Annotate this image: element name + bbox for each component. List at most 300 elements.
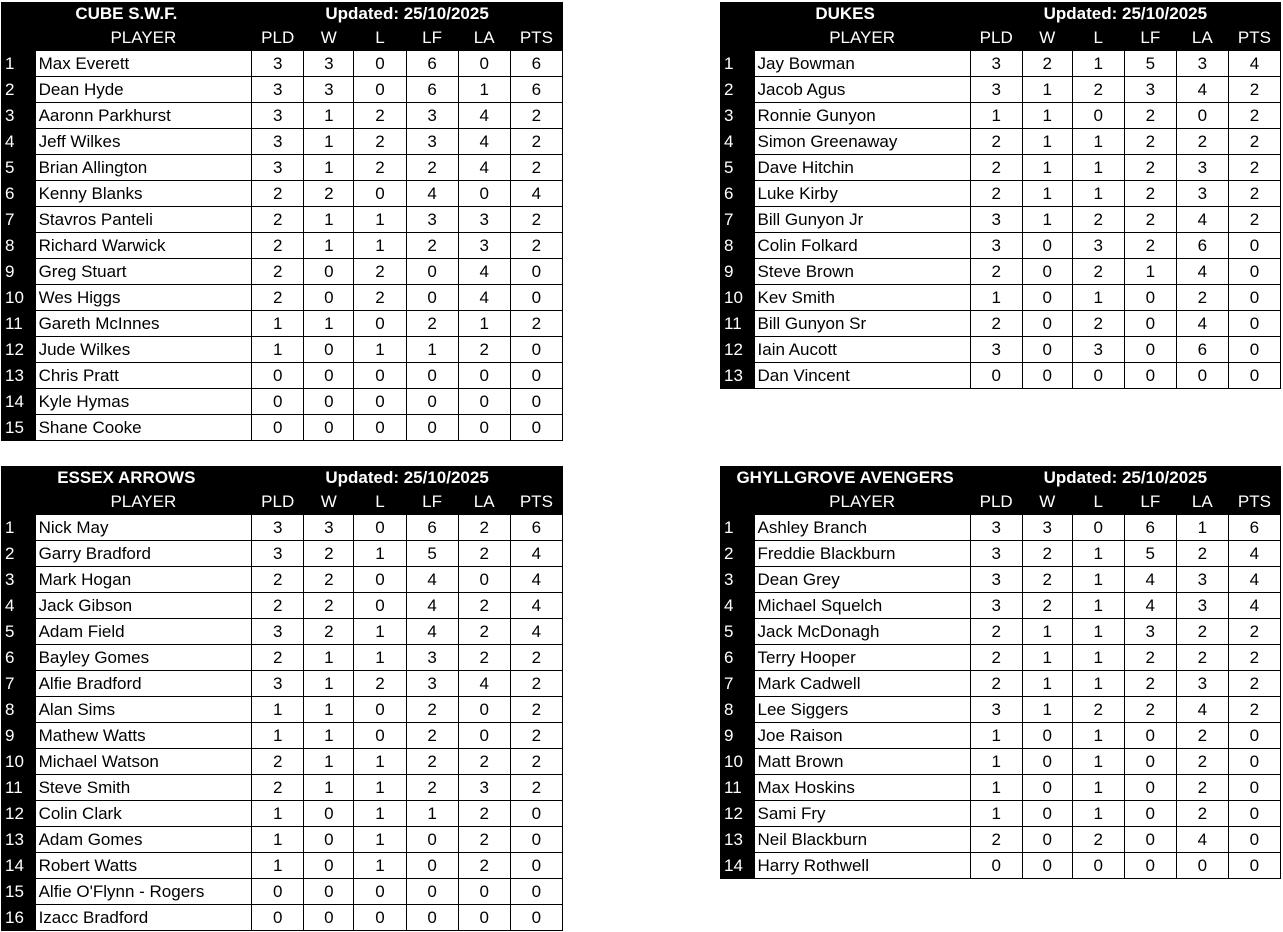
la-cell: 2 (458, 853, 510, 879)
pts-cell: 6 (1228, 515, 1280, 541)
w-cell: 1 (304, 671, 354, 697)
pld-cell: 1 (970, 285, 1022, 311)
header-pld: PLD (252, 490, 304, 515)
header-l: L (1072, 490, 1124, 515)
table-row (1, 593, 563, 619)
w-cell: 2 (304, 181, 354, 207)
la-cell: 2 (1176, 749, 1228, 775)
pts-cell: 4 (1228, 541, 1280, 567)
la-cell: 3 (1176, 567, 1228, 593)
player-name-cell: Joe Raison (754, 723, 970, 749)
w-cell: 1 (1022, 155, 1072, 181)
lf-cell: 0 (406, 259, 458, 285)
pld-cell: 2 (252, 181, 304, 207)
lf-cell: 3 (406, 671, 458, 697)
la-cell: 2 (1176, 541, 1228, 567)
w-cell: 1 (304, 697, 354, 723)
rank-header (720, 490, 754, 515)
l-cell: 1 (354, 337, 406, 363)
pts-cell: 2 (510, 311, 562, 337)
w-cell: 0 (1022, 853, 1072, 879)
rank-cell: 1 (720, 515, 754, 541)
pld-cell: 2 (252, 259, 304, 285)
player-name-cell: Alfie Bradford (35, 671, 252, 697)
l-cell: 0 (354, 879, 406, 905)
l-cell: 1 (354, 801, 406, 827)
la-cell: 0 (458, 415, 510, 441)
pts-cell: 6 (510, 51, 562, 77)
header-la: LA (1176, 490, 1228, 515)
lf-cell: 3 (406, 129, 458, 155)
player-name-cell: Dave Hitchin (754, 155, 970, 181)
table-row (1, 567, 563, 593)
table-row (1, 51, 563, 77)
la-cell: 4 (458, 671, 510, 697)
pld-cell: 3 (252, 619, 304, 645)
la-cell: 0 (1176, 853, 1228, 879)
rank-header (720, 26, 754, 51)
l-cell: 1 (1072, 619, 1124, 645)
pld-cell: 1 (252, 801, 304, 827)
header-player: PLAYER (754, 490, 970, 515)
w-cell: 1 (304, 723, 354, 749)
table-row (720, 853, 1281, 879)
w-cell: 0 (1022, 311, 1072, 337)
lf-cell: 0 (1124, 285, 1176, 311)
header-w: W (304, 26, 354, 51)
player-name-cell: Steve Smith (35, 775, 252, 801)
rank-cell: 5 (720, 155, 754, 181)
player-name-cell: Jack Gibson (35, 593, 252, 619)
w-cell: 1 (304, 103, 354, 129)
lf-cell: 3 (406, 103, 458, 129)
w-cell: 1 (304, 129, 354, 155)
la-cell: 4 (1176, 77, 1228, 103)
w-cell: 0 (304, 879, 354, 905)
rank-cell: 3 (1, 103, 35, 129)
lf-cell: 2 (406, 775, 458, 801)
pld-cell: 3 (252, 155, 304, 181)
player-name-cell: Harry Rothwell (754, 853, 970, 879)
w-cell: 1 (1022, 129, 1072, 155)
rank-cell: 9 (720, 723, 754, 749)
pts-cell: 6 (510, 515, 562, 541)
player-name-cell: Greg Stuart (35, 259, 252, 285)
table-row (1, 77, 563, 103)
pld-cell: 1 (252, 827, 304, 853)
table-row (720, 129, 1281, 155)
l-cell: 0 (354, 311, 406, 337)
pld-cell: 3 (970, 207, 1022, 233)
l-cell: 2 (354, 285, 406, 311)
la-cell: 6 (1176, 337, 1228, 363)
la-cell: 2 (1176, 285, 1228, 311)
pld-cell: 3 (970, 697, 1022, 723)
column-header-row (1, 26, 563, 51)
pts-cell: 0 (510, 801, 562, 827)
column-header-row (720, 490, 1281, 515)
lf-cell: 2 (406, 311, 458, 337)
lf-cell: 2 (1124, 645, 1176, 671)
l-cell: 1 (354, 619, 406, 645)
pld-cell: 2 (970, 155, 1022, 181)
lf-cell: 0 (406, 853, 458, 879)
pts-cell: 4 (510, 619, 562, 645)
rank-cell: 6 (1, 645, 35, 671)
la-cell: 4 (458, 155, 510, 181)
header-player: PLAYER (754, 26, 970, 51)
lf-cell: 2 (1124, 207, 1176, 233)
table-row (1, 129, 563, 155)
w-cell: 1 (1022, 697, 1072, 723)
updated-date: Updated: 25/10/2025 (252, 466, 563, 490)
team-name: CUBE S.W.F. (1, 2, 252, 26)
la-cell: 4 (1176, 827, 1228, 853)
l-cell: 0 (1072, 515, 1124, 541)
table-row (720, 285, 1281, 311)
player-name-cell: Max Hoskins (754, 775, 970, 801)
header-pld: PLD (970, 26, 1022, 51)
lf-cell: 4 (1124, 593, 1176, 619)
l-cell: 1 (1072, 51, 1124, 77)
pts-cell: 2 (1228, 129, 1280, 155)
rank-cell: 10 (1, 285, 35, 311)
lf-cell: 2 (1124, 155, 1176, 181)
rank-cell: 3 (1, 567, 35, 593)
rank-header (1, 490, 35, 515)
pld-cell: 3 (970, 77, 1022, 103)
pts-cell: 2 (510, 233, 562, 259)
pld-cell: 2 (970, 311, 1022, 337)
table-row (720, 155, 1281, 181)
pts-cell: 0 (510, 389, 562, 415)
lf-cell: 0 (1124, 723, 1176, 749)
table-row (1, 103, 563, 129)
table-row (720, 51, 1281, 77)
lf-cell: 4 (406, 619, 458, 645)
header-pld: PLD (252, 26, 304, 51)
pts-cell: 0 (510, 415, 562, 441)
rank-cell: 4 (1, 593, 35, 619)
la-cell: 2 (458, 827, 510, 853)
w-cell: 3 (304, 515, 354, 541)
rank-cell: 2 (720, 541, 754, 567)
header-l: L (354, 26, 406, 51)
pts-cell: 0 (1228, 337, 1280, 363)
pld-cell: 2 (970, 259, 1022, 285)
l-cell: 1 (354, 775, 406, 801)
header-pts: PTS (510, 490, 562, 515)
table-row (1, 181, 563, 207)
la-cell: 4 (458, 129, 510, 155)
w-cell: 0 (1022, 775, 1072, 801)
player-name-cell: Dan Vincent (754, 363, 970, 389)
w-cell: 1 (1022, 671, 1072, 697)
l-cell: 1 (1072, 567, 1124, 593)
player-name-cell: Jude Wilkes (35, 337, 252, 363)
header-l: L (1072, 26, 1124, 51)
l-cell: 0 (354, 51, 406, 77)
l-cell: 1 (354, 827, 406, 853)
rank-cell: 12 (720, 801, 754, 827)
pld-cell: 2 (252, 645, 304, 671)
player-name-cell: Michael Watson (35, 749, 252, 775)
pts-cell: 4 (510, 181, 562, 207)
w-cell: 1 (304, 233, 354, 259)
table-row (1, 541, 563, 567)
l-cell: 0 (354, 415, 406, 441)
rank-cell: 5 (1, 619, 35, 645)
table-row (1, 723, 563, 749)
la-cell: 0 (458, 879, 510, 905)
table-row (1, 311, 563, 337)
player-name-cell: Aaronn Parkhurst (35, 103, 252, 129)
player-name-cell: Simon Greenaway (754, 129, 970, 155)
la-cell: 0 (458, 723, 510, 749)
w-cell: 2 (304, 541, 354, 567)
lf-cell: 2 (406, 155, 458, 181)
pld-cell: 1 (252, 337, 304, 363)
player-name-cell: Dean Grey (754, 567, 970, 593)
rank-cell: 11 (720, 311, 754, 337)
table-row (720, 337, 1281, 363)
table-title-row (1, 466, 563, 490)
l-cell: 1 (1072, 129, 1124, 155)
pld-cell: 3 (970, 51, 1022, 77)
lf-cell: 6 (406, 77, 458, 103)
w-cell: 0 (1022, 749, 1072, 775)
league-table-cube-swf (1, 2, 563, 441)
table-row (720, 593, 1281, 619)
pts-cell: 2 (510, 749, 562, 775)
la-cell: 2 (1176, 801, 1228, 827)
table-row (720, 515, 1281, 541)
pts-cell: 2 (510, 103, 562, 129)
w-cell: 0 (304, 337, 354, 363)
header-w: W (304, 490, 354, 515)
rank-cell: 7 (1, 207, 35, 233)
la-cell: 2 (458, 593, 510, 619)
lf-cell: 2 (1124, 103, 1176, 129)
l-cell: 1 (354, 749, 406, 775)
rank-cell: 1 (720, 51, 754, 77)
pld-cell: 3 (970, 567, 1022, 593)
l-cell: 0 (354, 593, 406, 619)
l-cell: 0 (354, 697, 406, 723)
la-cell: 3 (1176, 671, 1228, 697)
pts-cell: 0 (1228, 259, 1280, 285)
rank-cell: 12 (1, 801, 35, 827)
team-name: ESSEX ARROWS (1, 466, 252, 490)
rank-cell: 13 (1, 827, 35, 853)
table-title-row (1, 2, 563, 26)
w-cell: 3 (1022, 515, 1072, 541)
w-cell: 0 (304, 853, 354, 879)
l-cell: 2 (354, 671, 406, 697)
table-row (1, 853, 563, 879)
table-row (720, 311, 1281, 337)
league-table-essex-arrows (1, 466, 563, 931)
la-cell: 4 (1176, 259, 1228, 285)
player-name-cell: Michael Squelch (754, 593, 970, 619)
pts-cell: 2 (1228, 103, 1280, 129)
l-cell: 0 (354, 567, 406, 593)
table-row (1, 363, 563, 389)
lf-cell: 0 (1124, 749, 1176, 775)
table-row (720, 567, 1281, 593)
table-row (1, 207, 563, 233)
l-cell: 0 (354, 181, 406, 207)
la-cell: 2 (458, 541, 510, 567)
table-row (720, 723, 1281, 749)
pts-cell: 4 (510, 567, 562, 593)
lf-cell: 0 (1124, 311, 1176, 337)
l-cell: 2 (1072, 259, 1124, 285)
table-title-row (720, 2, 1281, 26)
l-cell: 1 (1072, 155, 1124, 181)
lf-cell: 0 (406, 389, 458, 415)
w-cell: 1 (1022, 181, 1072, 207)
rank-cell: 9 (1, 723, 35, 749)
l-cell: 1 (354, 541, 406, 567)
player-name-cell: Terry Hooper (754, 645, 970, 671)
header-pld: PLD (970, 490, 1022, 515)
pts-cell: 6 (510, 77, 562, 103)
player-name-cell: Dean Hyde (35, 77, 252, 103)
rank-cell: 3 (720, 103, 754, 129)
pld-cell: 3 (252, 671, 304, 697)
player-name-cell: Jay Bowman (754, 51, 970, 77)
pld-cell: 1 (252, 853, 304, 879)
player-name-cell: Colin Clark (35, 801, 252, 827)
la-cell: 2 (458, 619, 510, 645)
l-cell: 1 (1072, 801, 1124, 827)
pld-cell: 3 (970, 337, 1022, 363)
header-pts: PTS (1228, 490, 1280, 515)
table-row (1, 259, 563, 285)
pld-cell: 2 (970, 181, 1022, 207)
w-cell: 1 (304, 155, 354, 181)
l-cell: 2 (354, 103, 406, 129)
pts-cell: 0 (1228, 749, 1280, 775)
la-cell: 2 (458, 749, 510, 775)
w-cell: 0 (304, 827, 354, 853)
table-row (720, 671, 1281, 697)
table-row (1, 515, 563, 541)
pld-cell: 2 (252, 749, 304, 775)
lf-cell: 1 (406, 337, 458, 363)
table-row (720, 645, 1281, 671)
pld-cell: 3 (252, 515, 304, 541)
pld-cell: 2 (252, 233, 304, 259)
player-name-cell: Bill Gunyon Jr (754, 207, 970, 233)
l-cell: 2 (1072, 77, 1124, 103)
w-cell: 3 (304, 77, 354, 103)
la-cell: 2 (458, 515, 510, 541)
player-name-cell: Ashley Branch (754, 515, 970, 541)
table-row (720, 363, 1281, 389)
table-row (720, 77, 1281, 103)
lf-cell: 0 (406, 363, 458, 389)
w-cell: 0 (304, 389, 354, 415)
w-cell: 1 (304, 645, 354, 671)
table-row (1, 905, 563, 931)
la-cell: 4 (1176, 311, 1228, 337)
pts-cell: 2 (510, 697, 562, 723)
pts-cell: 0 (1228, 827, 1280, 853)
player-name-cell: Steve Brown (754, 259, 970, 285)
player-name-cell: Neil Blackburn (754, 827, 970, 853)
header-w: W (1022, 490, 1072, 515)
league-table-ghyllgrove-avengers (720, 466, 1281, 879)
w-cell: 1 (304, 311, 354, 337)
w-cell: 1 (1022, 645, 1072, 671)
pld-cell: 0 (252, 389, 304, 415)
w-cell: 0 (304, 285, 354, 311)
la-cell: 2 (458, 645, 510, 671)
pts-cell: 2 (1228, 671, 1280, 697)
table-row (720, 541, 1281, 567)
l-cell: 1 (1072, 593, 1124, 619)
l-cell: 1 (1072, 671, 1124, 697)
pts-cell: 0 (510, 853, 562, 879)
l-cell: 0 (1072, 853, 1124, 879)
rank-cell: 15 (1, 879, 35, 905)
lf-cell: 0 (1124, 827, 1176, 853)
pld-cell: 1 (252, 697, 304, 723)
pld-cell: 2 (252, 207, 304, 233)
rank-cell: 9 (720, 259, 754, 285)
l-cell: 0 (1072, 103, 1124, 129)
pld-cell: 2 (970, 129, 1022, 155)
la-cell: 0 (458, 181, 510, 207)
rank-cell: 6 (720, 645, 754, 671)
pts-cell: 2 (1228, 181, 1280, 207)
pld-cell: 2 (252, 593, 304, 619)
lf-cell: 5 (1124, 51, 1176, 77)
rank-cell: 13 (720, 363, 754, 389)
lf-cell: 2 (1124, 671, 1176, 697)
pld-cell: 3 (252, 77, 304, 103)
lf-cell: 0 (406, 879, 458, 905)
l-cell: 0 (354, 389, 406, 415)
player-name-cell: Adam Gomes (35, 827, 252, 853)
w-cell: 1 (304, 775, 354, 801)
player-name-cell: Stavros Panteli (35, 207, 252, 233)
lf-cell: 6 (1124, 515, 1176, 541)
pld-cell: 1 (252, 311, 304, 337)
pts-cell: 0 (510, 259, 562, 285)
l-cell: 1 (1072, 181, 1124, 207)
pld-cell: 3 (970, 593, 1022, 619)
player-name-cell: Iain Aucott (754, 337, 970, 363)
la-cell: 6 (1176, 233, 1228, 259)
l-cell: 3 (1072, 233, 1124, 259)
w-cell: 0 (304, 415, 354, 441)
player-name-cell: Alfie O'Flynn - Rogers (35, 879, 252, 905)
rank-cell: 7 (720, 207, 754, 233)
l-cell: 2 (354, 155, 406, 181)
player-name-cell: Kyle Hymas (35, 389, 252, 415)
pts-cell: 2 (510, 775, 562, 801)
rank-cell: 11 (1, 311, 35, 337)
w-cell: 2 (1022, 541, 1072, 567)
rank-cell: 1 (1, 51, 35, 77)
la-cell: 3 (1176, 181, 1228, 207)
header-pts: PTS (1228, 26, 1280, 51)
la-cell: 3 (458, 207, 510, 233)
pld-cell: 1 (970, 801, 1022, 827)
